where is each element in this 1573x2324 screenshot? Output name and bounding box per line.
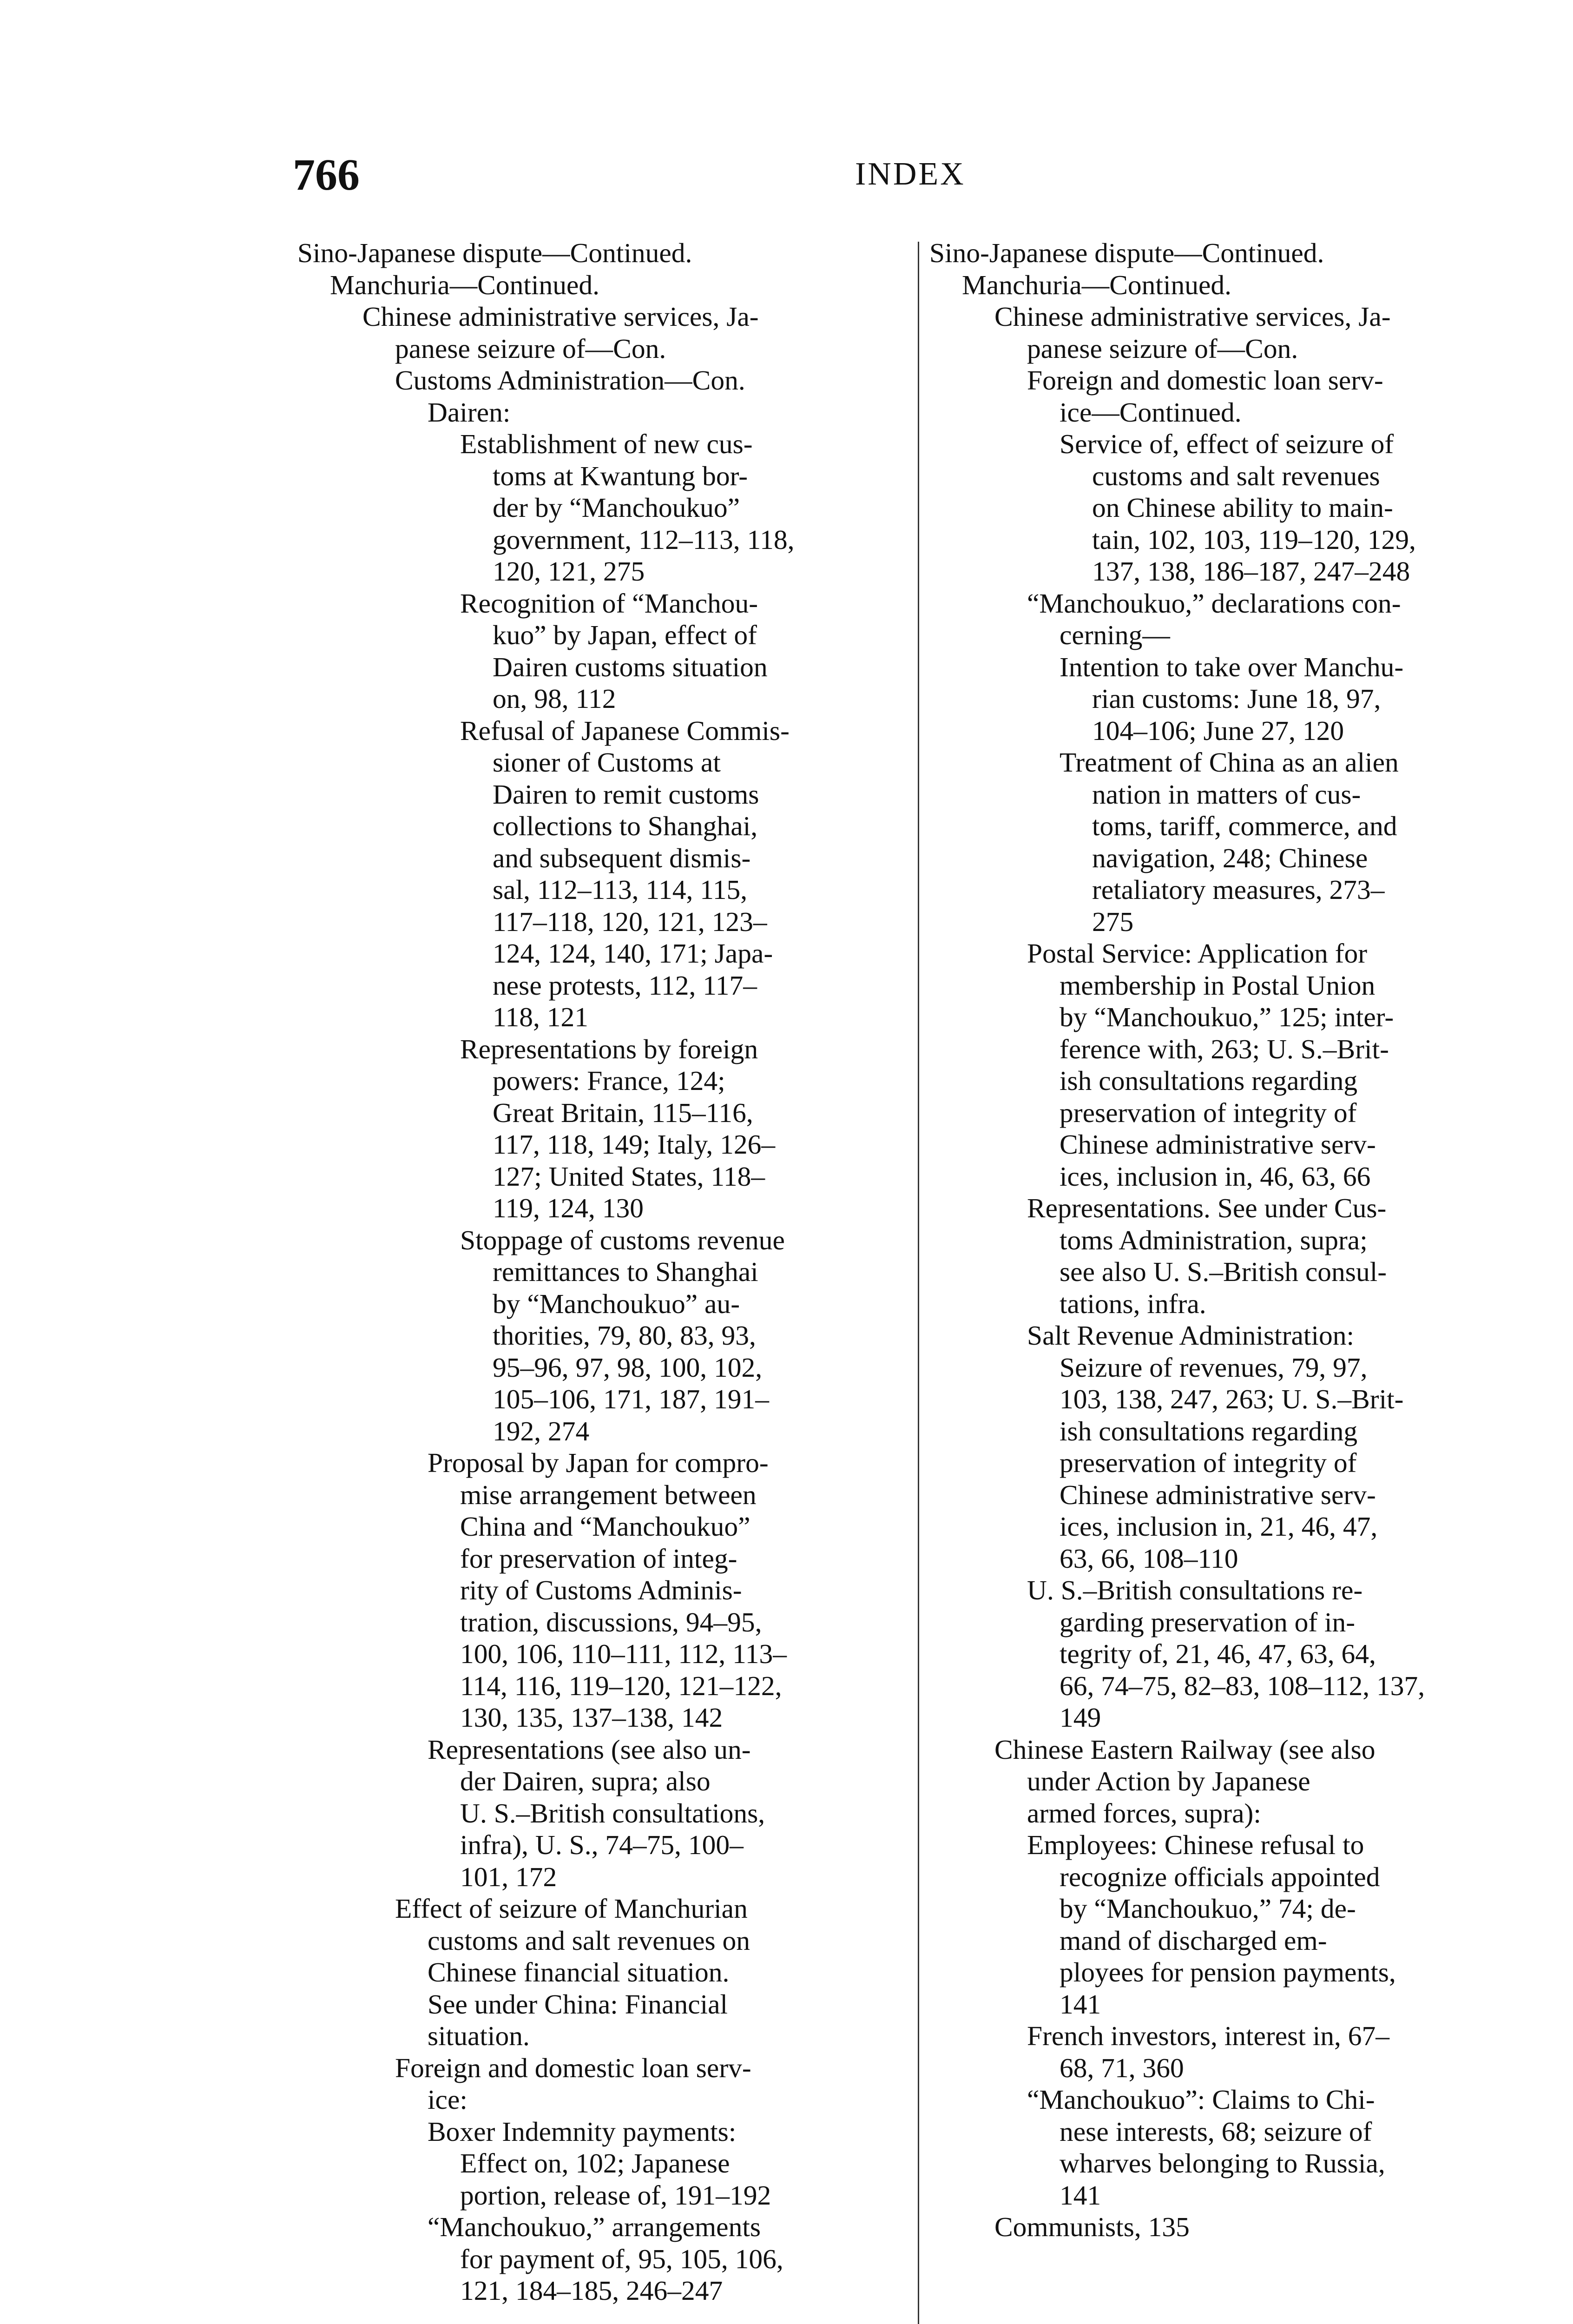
index-line: 120, 121, 275 [493,556,645,587]
index-line: 117, 118, 149; Italy, 126– [493,1129,776,1160]
index-line: Recognition of “Manchou- [460,588,758,619]
index-line: 117–118, 120, 121, 123– [493,906,767,937]
index-line: on Chinese ability to main- [1092,492,1393,523]
index-line: by “Manchoukuo,” 74; de- [1060,1893,1356,1924]
index-line: Dairen to remit customs [493,779,759,810]
index-line: ish consultations regarding [1060,1065,1358,1096]
index-line: 101, 172 [460,1861,557,1892]
index-line: der Dairen, supra; also [460,1766,711,1796]
index-line: tration, discussions, 94–95, [460,1606,762,1637]
index-line: 118, 121 [493,1002,589,1032]
index-line: by “Manchoukuo” au- [493,1288,740,1319]
index-line: China and “Manchoukuo” [460,1511,750,1542]
index-line: Representations. See under Cus- [1027,1193,1387,1223]
index-column-left [297,237,911,2307]
index-line: powers: France, 124; [493,1065,725,1096]
index-line: See under China: Financial [428,1988,728,2020]
index-line: “Manchoukuo,” arrangements [428,2212,761,2242]
index-line: tations, infra. [1060,1288,1206,1319]
index-line: toms Administration, supra; [1060,1224,1368,1255]
index-line: Representations by foreign [460,1033,758,1064]
running-head: INDEX [855,156,966,192]
index-line: collections to Shanghai, [493,811,758,841]
index-line: portion, release of, 191–192 [460,2179,771,2211]
index-line: remittances to Shanghai [493,1256,758,1287]
index-line: ices, inclusion in, 21, 46, 47, [1060,1511,1378,1542]
index-line: 100, 106, 110–111, 112, 113– [460,1638,787,1669]
index-line: Communists, 135 [994,2212,1190,2242]
index-line: retaliatory measures, 273– [1092,874,1385,905]
index-line: Chinese Eastern Railway (see also [994,1734,1376,1765]
index-line: thorities, 79, 80, 83, 93, [493,1320,756,1351]
index-line: French investors, interest in, 67– [1027,2020,1389,2051]
index-line: Chinese administrative serv- [1060,1479,1376,1510]
index-line: 66, 74–75, 82–83, 108–112, 137, [1060,1670,1425,1701]
index-line: ference with, 263; U. S.–Brit- [1060,1033,1389,1064]
index-line: “Manchoukuo”: Claims to Chi- [1027,2084,1375,2115]
index-line: Chinese administrative serv- [1060,1129,1376,1160]
index-line: cerning— [1060,620,1170,650]
index-line: Stoppage of customs revenue [460,1224,785,1255]
index-line: Dairen: [428,396,511,428]
index-line: mand of discharged em- [1060,1925,1327,1956]
index-line: 103, 138, 247, 263; U. S.–Brit- [1060,1384,1404,1414]
index-line: ices, inclusion in, 46, 63, 66 [1060,1161,1371,1192]
index-line: 137, 138, 186–187, 247–248 [1092,556,1410,587]
index-line: Foreign and domestic loan serv- [1027,365,1383,396]
index-line: preservation of integrity of [1060,1447,1357,1478]
index-line: 141 [1060,2179,1101,2211]
index-line: 63, 66, 108–110 [1060,1543,1238,1574]
index-line: Salt Revenue Administration: [1027,1320,1355,1351]
index-line: 104–106; June 27, 120 [1092,715,1344,746]
index-line: Effect of seizure of Manchurian [395,1893,748,1924]
index-line: mise arrangement between [460,1479,757,1510]
index-line: for payment of, 95, 105, 106, [460,2243,783,2274]
index-line: Chinese financial situation. [428,1957,730,1987]
index-line: customs and salt revenues on [428,1925,750,1956]
index-line: Chinese administrative services, Ja- [362,301,759,332]
index-line: 105–106, 171, 187, 191– [493,1384,769,1414]
index-line: customs and salt revenues [1092,460,1380,491]
index-line: Manchuria—Continued. [330,269,600,300]
index-line: nese protests, 112, 117– [493,970,757,1001]
column-divider [918,242,919,2324]
index-line: ish consultations regarding [1060,1415,1358,1446]
index-line: “Manchoukuo,” declarations con- [1027,588,1401,619]
index-line: Foreign and domestic loan serv- [395,2052,751,2083]
index-line: 119, 124, 130 [493,1193,644,1223]
index-line: U. S.–British consultations, [460,1797,765,1829]
index-line: see also U. S.–British consul- [1060,1256,1387,1287]
index-line: 275 [1092,906,1134,937]
index-line: recognize officials appointed [1060,1861,1380,1892]
index-line: Sino-Japanese dispute—Continued. [297,238,692,268]
index-line: 149 [1060,1702,1101,1733]
index-line: infra), U. S., 74–75, 100– [460,1829,744,1860]
index-line: armed forces, supra): [1027,1797,1261,1829]
index-line: navigation, 248; Chinese [1092,842,1368,873]
index-line: 127; United States, 118– [493,1161,765,1192]
index-line: Manchuria—Continued. [962,269,1232,300]
page-number: 766 [293,150,360,199]
index-line: U. S.–British consultations re- [1027,1575,1363,1605]
index-line: on, 98, 112 [493,683,616,714]
index-line: 68, 71, 360 [1060,2052,1184,2083]
index-line: ice—Continued. [1060,396,1242,428]
index-line: wharves belonging to Russia, [1060,2148,1385,2179]
index-column-right [929,237,1552,2243]
index-line: Employees: Chinese refusal to [1027,1829,1364,1860]
index-line: membership in Postal Union [1060,970,1376,1001]
index-line: for preservation of integ- [460,1543,737,1574]
index-line: Customs Administration—Con. [395,365,745,396]
index-line: Effect on, 102; Japanese [460,2148,730,2179]
index-line: garding preservation of in- [1060,1606,1356,1637]
index-line: 130, 135, 137–138, 142 [460,1702,723,1733]
index-line: Treatment of China as an alien [1060,747,1399,778]
index-line: Dairen customs situation [493,651,768,682]
index-line: toms, tariff, commerce, and [1092,811,1397,841]
index-line: preservation of integrity of [1060,1097,1357,1128]
index-line: by “Manchoukuo,” 125; inter- [1060,1002,1394,1032]
index-line: panese seizure of—Con. [395,333,666,364]
index-line: Great Britain, 115–116, [493,1097,753,1128]
index-line: 192, 274 [493,1415,590,1446]
index-line: nation in matters of cus- [1092,779,1361,810]
index-line: and subsequent dismis- [493,842,751,873]
index-line: toms at Kwantung bor- [493,460,748,491]
index-line: sioner of Customs at [493,747,721,778]
index-line: under Action by Japanese [1027,1766,1310,1796]
index-line: ice: [428,2084,467,2115]
index-line: 124, 124, 140, 171; Japa- [493,938,773,969]
index-line: Postal Service: Application for [1027,938,1368,969]
index-line: rian customs: June 18, 97, [1092,683,1381,714]
index-line: rity of Customs Adminis- [460,1575,742,1605]
index-line: Sino-Japanese dispute—Continued. [929,238,1324,268]
index-line: 121, 184–185, 246–247 [460,2275,723,2306]
index-line: Boxer Indemnity payments: [428,2116,737,2147]
index-line: tain, 102, 103, 119–120, 129, [1092,524,1416,555]
index-line: situation. [428,2020,530,2051]
index-line: Chinese administrative services, Ja- [994,301,1391,332]
index-line: government, 112–113, 118, [493,524,795,555]
index-line: sal, 112–113, 114, 115, [493,874,748,905]
index-line: Service of, effect of seizure of [1060,429,1394,459]
index-line: kuo” by Japan, effect of [493,620,757,650]
index-line: Establishment of new cus- [460,429,753,459]
index-line: ployees for pension payments, [1060,1957,1396,1987]
index-line: tegrity of, 21, 46, 47, 63, 64, [1060,1638,1376,1669]
index-line: der by “Manchoukuo” [493,492,740,523]
index-line: Seizure of revenues, 79, 97, [1060,1352,1368,1383]
index-line: Representations (see also un- [428,1734,751,1765]
index-line: nese interests, 68; seizure of [1060,2116,1372,2147]
index-line: Intention to take over Manchu- [1060,651,1404,682]
index-line: 141 [1060,1988,1101,2020]
index-line: panese seizure of—Con. [1027,333,1298,364]
index-line: Proposal by Japan for compro- [428,1447,769,1478]
index-line: 114, 116, 119–120, 121–122, [460,1670,782,1701]
index-line: Refusal of Japanese Commis- [460,715,790,746]
index-line: 95–96, 97, 98, 100, 102, [493,1352,763,1383]
